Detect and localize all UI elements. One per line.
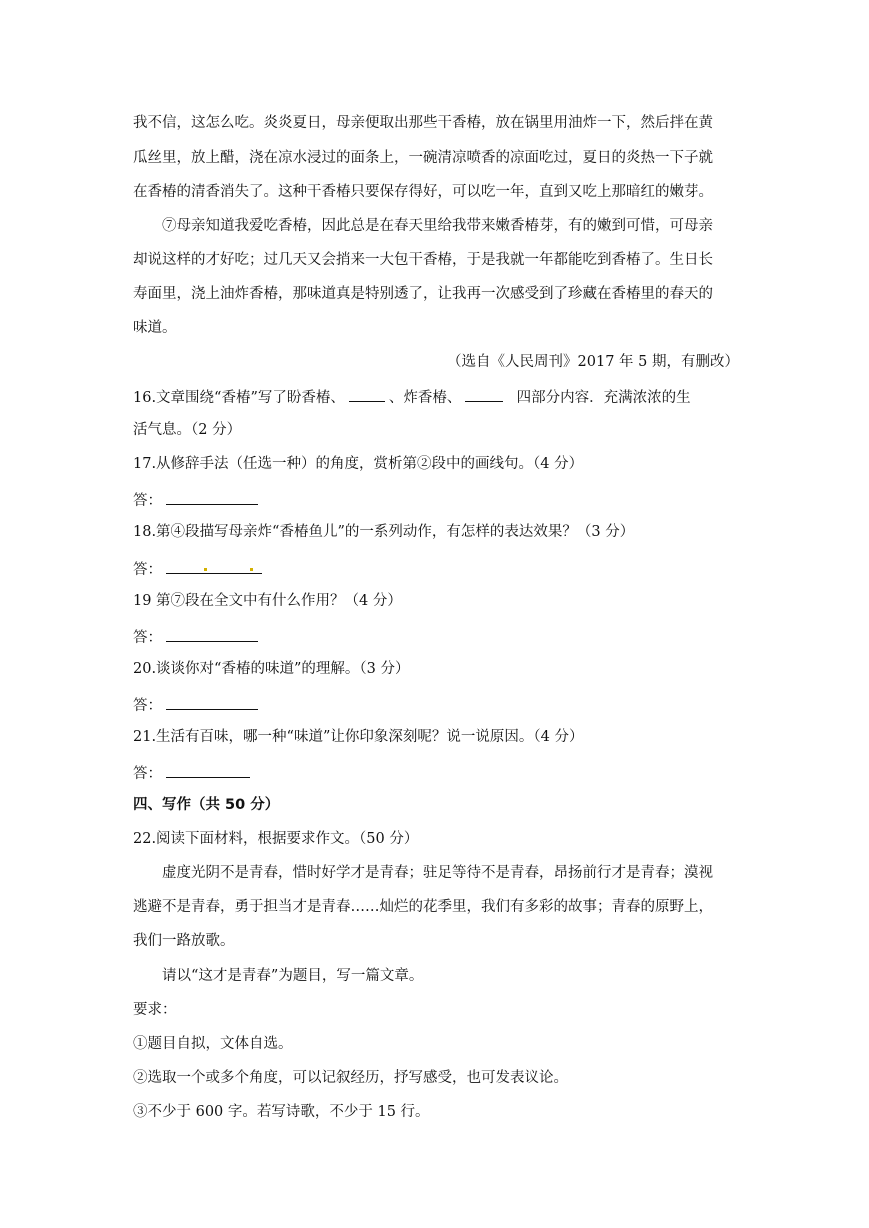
passage-line: 我不信，这怎么吃。炎炎夏日，母亲便取出那些干香椿，放在锅里用油炸一下，然后拌在黄 <box>133 115 713 131</box>
answer-blank-18[interactable] <box>166 557 262 574</box>
answer-label: 答： <box>133 766 162 782</box>
answer-row-17 <box>133 488 258 511</box>
answer-blank-20[interactable] <box>166 693 258 710</box>
answer-row-21 <box>133 761 250 784</box>
source-citation: （选自《人民周刊》2017 年 5 期，有删改） <box>447 354 739 370</box>
passage-line: ⑦母亲知道我爱吃香椿，因此总是在春天里给我带来嫩香椿芽，有的嫩到可惜，可母亲 <box>162 218 713 234</box>
answer-label: 答： <box>133 630 162 646</box>
material-line: 逃避不是青春，勇于担当才是青春……灿烂的花季里，我们有多彩的故事；青春的原野上， <box>133 899 713 915</box>
question-16-line2: 活气息。（2 分） <box>133 422 242 438</box>
answer-row-18 <box>133 557 262 580</box>
material-line: 我们一路放歌。 <box>133 933 235 949</box>
passage-line: 味道。 <box>133 320 177 336</box>
answer-label: 答： <box>133 698 162 714</box>
answer-blank-17[interactable] <box>166 488 258 505</box>
q16-text-3: 四部分内容．充满浓浓的生 <box>516 390 691 406</box>
requirements-label: 要求： <box>133 1002 177 1018</box>
passage-line: 寿面里，浇上油炸香椿，那味道真是特别透了，让我再一次感受到了珍藏在香椿里的春天的 <box>133 286 713 302</box>
q16-blank-1[interactable] <box>349 386 385 402</box>
mark-dot <box>250 568 253 571</box>
question-21: 21.生活有百味，哪一种“味道”让你印象深刻呢？说一说原因。（4 分） <box>133 729 584 745</box>
question-22: 22.阅读下面材料，根据要求作文。（50 分） <box>133 831 419 847</box>
q16-text-1: 16.文章围绕“香椿”写了盼香椿、 <box>133 390 345 406</box>
mark-dot <box>204 568 207 571</box>
question-16 <box>133 386 691 408</box>
answer-row-20 <box>133 693 258 716</box>
answer-label: 答： <box>133 493 162 509</box>
q16-text-2: 、炸香椿、 <box>388 390 462 406</box>
question-20: 20.谈谈你对“香椿的味道”的理解。（3 分） <box>133 661 410 677</box>
answer-blank-21[interactable] <box>166 761 250 778</box>
requirement-item: ②选取一个或多个角度，可以记叙经历，抒写感受，也可发表议论。 <box>133 1070 568 1086</box>
passage-line: 瓜丝里，放上醋，浇在凉水浸过的面条上，一碗清凉喷香的凉面吃过，夏日的炎热一下子就 <box>133 150 713 166</box>
question-19: 19 第⑦段在全文中有什么作用？（4 分） <box>133 593 402 609</box>
question-18: 18.第④段描写母亲炸“香椿鱼儿”的一系列动作，有怎样的表达效果？（3 分） <box>133 524 635 540</box>
material-line: 虚度光阴不是青春，惜时好学才是青春；驻足等待不是青春，昂扬前行才是青春；漠视 <box>162 865 713 881</box>
answer-row-19 <box>133 625 258 648</box>
passage-line: 在香椿的清香消失了。这种干香椿只要保存得好，可以吃一年，直到又吃上那暗红的嫩芽。 <box>133 184 713 200</box>
q16-blank-2[interactable] <box>465 386 503 402</box>
requirement-item: ③不少于 600 字。若写诗歌，不少于 15 行。 <box>133 1104 430 1120</box>
answer-label: 答： <box>133 562 162 578</box>
section-heading: 四、写作（共 50 分） <box>133 797 280 813</box>
passage-line: 却说这样的才好吃；过几天又会捎来一大包干香椿，于是我就一年都能吃到香椿了。生日长 <box>133 252 713 268</box>
writing-prompt: 请以“这才是青春”为题目，写一篇文章。 <box>162 968 424 984</box>
requirement-item: ①题目自拟，文体自选。 <box>133 1036 293 1052</box>
answer-blank-19[interactable] <box>166 625 258 642</box>
question-17: 17.从修辞手法（任选一种）的角度，赏析第②段中的画线句。（4 分） <box>133 456 584 472</box>
